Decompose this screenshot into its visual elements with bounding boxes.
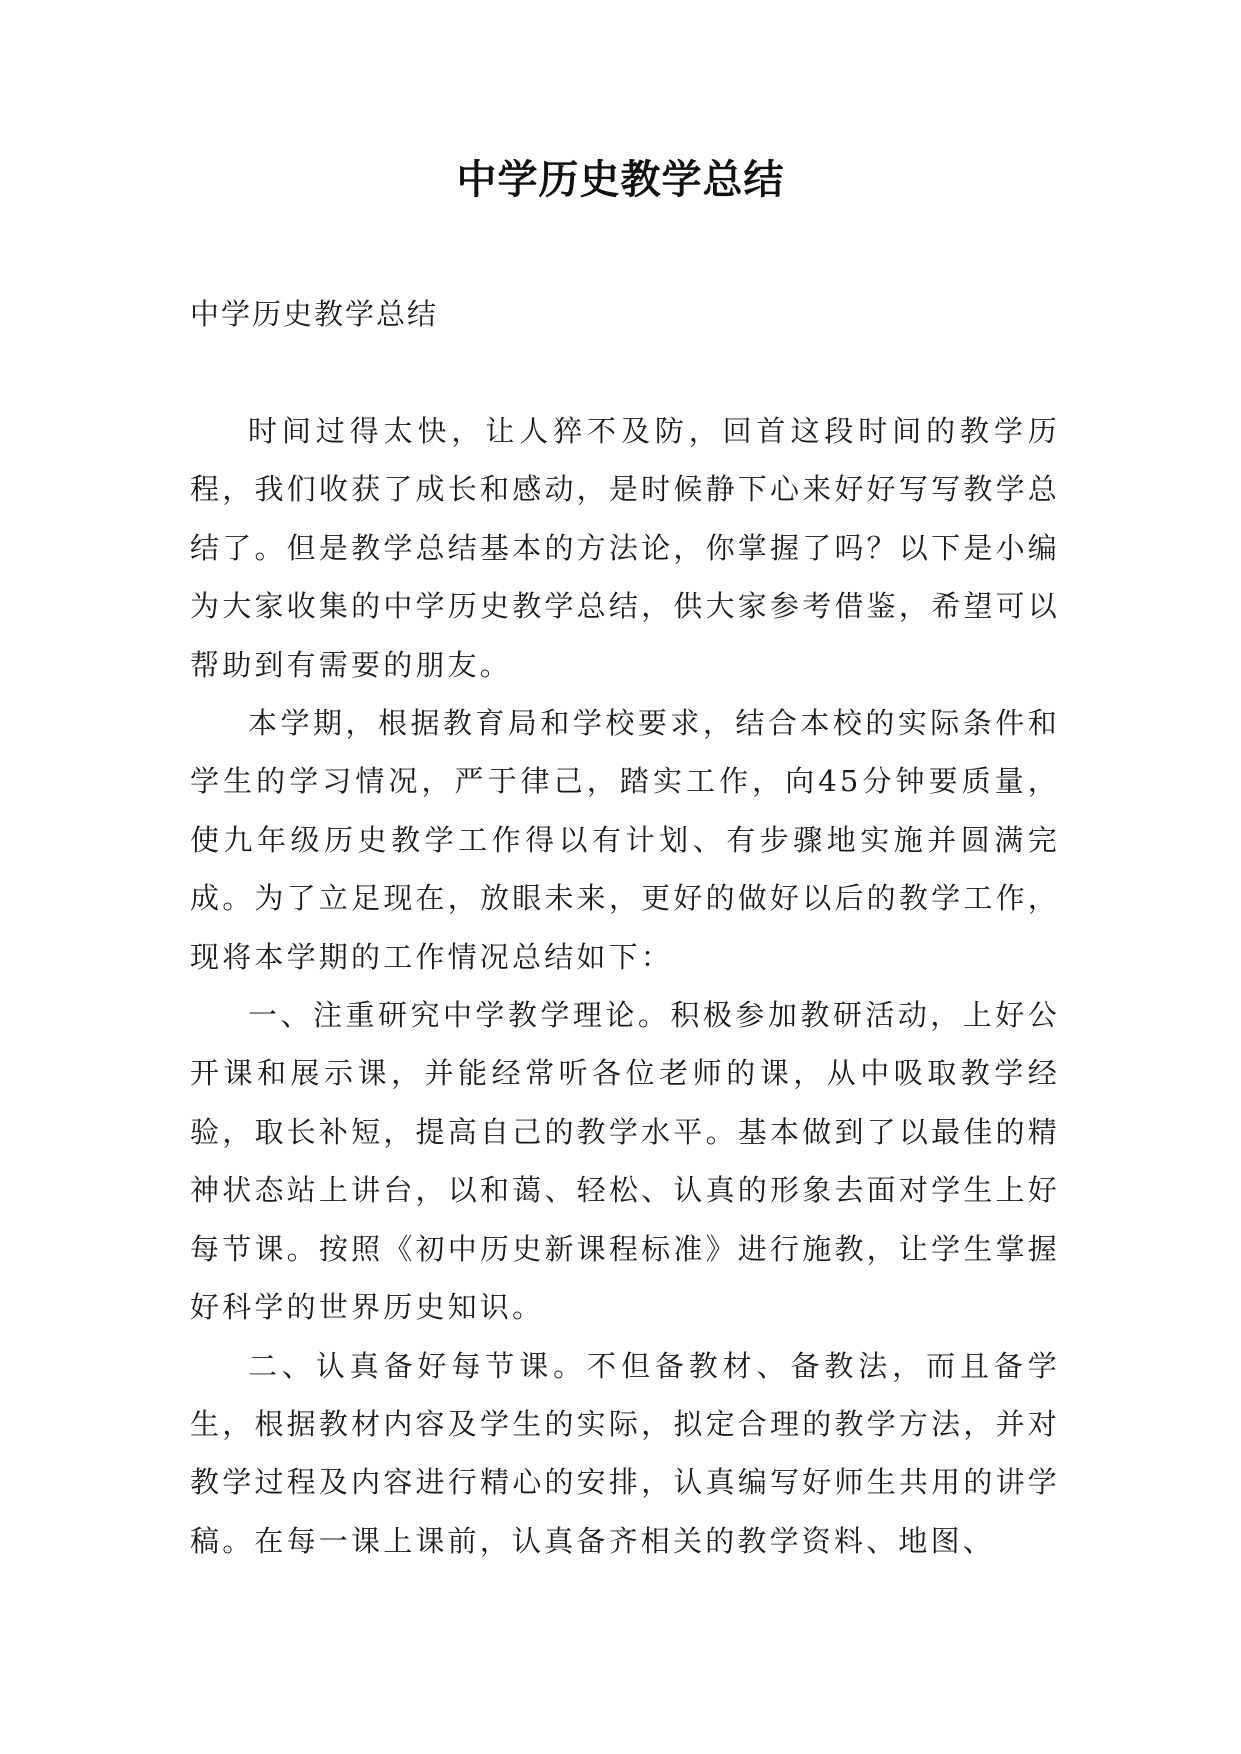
body-paragraph: 时间过得太快，让人猝不及防，回首这段时间的教学历程，我们收获了成长和感动，是时候静下心来好好写写教学总结了。但是教学总结基本的方法论，你掌握了吗？以下是小编为大家收集的中学历史教学总结，供大家参考借鉴，希望可以帮助到有需要的朋友。 <box>190 414 1060 682</box>
document-subtitle: 中学历史教学总结 <box>190 297 439 331</box>
body-paragraph: 二、认真备好每节课。不但备教材、备教法，而且备学生，根据教材内容及学生的实际，拟定合理的教学方法，并对教学过程及内容进行精心的安排，认真编写好师生共用的讲学稿。在每一课上课前，认真备齐相关的教学资料、地图、 <box>190 1348 1060 1558</box>
document-body <box>190 402 1060 1570</box>
body-paragraph: 一、注重研究中学教学理论。积极参加教研活动，上好公开课和展示课，并能经常听各位老师的课，从中吸取教学经验，取长补短，提高自己的教学水平。基本做到了以最佳的精神状态站上讲台，以和蔼、轻松、认真的形象去面对学生上好每节课。按照《初中历史新课程标准》进行施教，让学生掌握好科学的世界历史知识。 <box>190 998 1060 1325</box>
body-paragraph: 本学期，根据教育局和学校要求，结合本校的实际条件和学生的学习情况，严于律己，踏实工作，向45分钟要质量，使九年级历史教学工作得以有计划、有步骤地实施并圆满完成。为了立足现在，放眼未来，更好的做好以后的教学工作，现将本学期的工作情况总结如下： <box>190 706 1060 974</box>
document-title: 中学历史教学总结 <box>456 157 785 203</box>
